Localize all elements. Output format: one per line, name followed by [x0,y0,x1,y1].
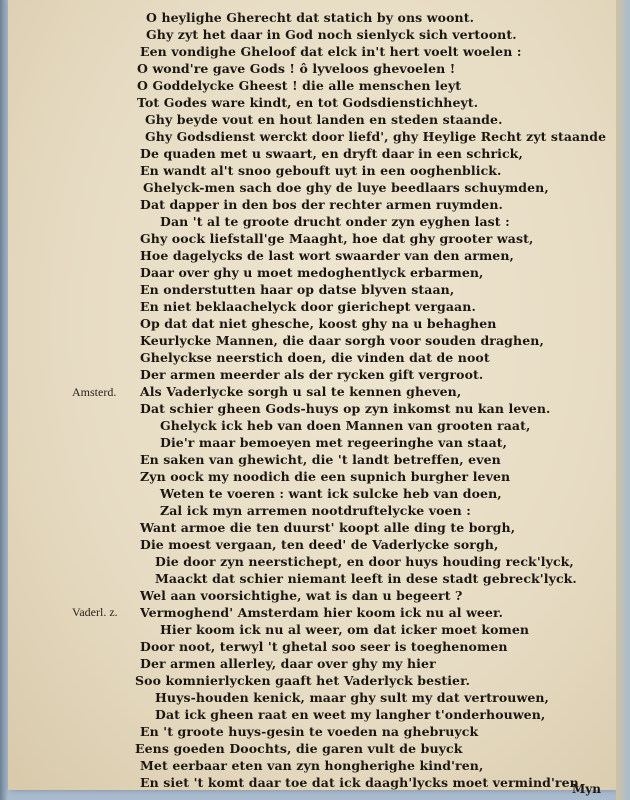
text-line: Tot Godes ware kindt, en tot Godsdienstichheyt. [137,95,479,110]
text-line: En wandt al't snoo gebouft uyt in een ooghenblick. [140,163,502,178]
text-line: Dat ick gheen raat en weet my langher t'onderhouwen, [155,707,546,722]
text-line: Op dat dat niet ghesche, koost ghy na u behaghen [140,316,497,331]
text-line: O Goddelycke Gheest ! die alle menschen leyt [137,78,462,93]
text-line: Der armen meerder als der rycken gift vergroot. [140,367,484,382]
text-line: Huys-houden kenick, maar ghy sult my dat vertrouwen, [155,690,550,705]
text-line: Ghy Godsdienst werckt door liefd', ghy Heylige Recht zyt staande [145,129,607,144]
text-line: Door noot, terwyl 't ghetal soo seer is toeghenomen [140,639,508,654]
text-line: De quaden met u swaart, en dryft daar in een schrick, [140,146,523,161]
page-right-edge [616,0,630,800]
text-line: Dat schier gheen Gods-huys op zyn inkomst nu kan leven. [140,401,551,416]
text-line: Zal ick myn arremen nootdruftelycke voen : [160,503,471,518]
text-line: En saken van ghewicht, die 't landt betreffen, even [140,452,501,467]
text-line: O heylighe Gherecht dat statich by ons woont. [146,10,475,25]
text-line: Dan 't al te groote drucht onder zyn eyghen last : [160,214,510,229]
text-line: Die'r maar bemoeyen met regeeringhe van staat, [160,435,508,450]
text-line: En onderstutten haar op datse blyven staan, [140,282,455,297]
text-line: Een vondighe Gheloof dat elck in't hert voelt woelen : [140,44,522,59]
text-line: Ghelyck ick heb van doen Mannen van grooten raat, [160,418,531,433]
margin-note-vaderl: Vaderl. z. [72,605,118,619]
text-line: Der armen allerley, daar over ghy my hier [140,656,436,671]
text-line: Weten te voeren : want ick sulcke heb van doen, [160,486,502,501]
text-line: Want armoe die ten duurst' koopt alle ding te borgh, [140,520,516,535]
text-line: Ghy oock liefstall'ge Maaght, hoe dat ghy grooter wast, [140,231,534,246]
text-line: Ghy beyde vout en hout landen en steden staande. [145,112,503,127]
text-line: Keurlycke Mannen, die daar sorgh voor souden draghen, [140,333,544,348]
margin-note-amsterdam: Amsterd. [72,385,117,399]
text-line: O wond're gave Gods ! ô lyveloos ghevoelen ! [137,61,456,76]
text-line: En 't groote huys-gesin te voeden na ghebruyck [140,724,479,739]
text-line: Ghelyck-men sach doe ghy de luye beedlaars schuymden, [143,180,549,195]
text-line: En siet 't komt daar toe dat ick daagh'lycks moet vermind'ren [140,775,579,790]
text-line: Hoe dagelycks de last wort swaarder van den armen, [140,248,514,263]
text-line: Soo komnierlycken gaaft het Vaderlyck bestier. [135,673,471,688]
text-line: Met eerbaar eten van zyn hongherighe kind'ren, [140,758,484,773]
text-line: Eens goeden Doochts, die garen vult de buyck [135,741,463,756]
text-line: Als Vaderlycke sorgh u sal te kennen gheven, [140,384,462,399]
text-line: Ghelyckse neerstich doen, die vinden dat de noot [140,350,490,365]
text-line: En niet beklaachelyck door gierichept vergaan. [140,299,476,314]
text-line: Daar over ghy u moet medoghentlyck erbarmen, [140,265,484,280]
text-line: Die moest vergaan, ten deed' de Vaderlycke sorgh, [140,537,499,552]
catchword: Myn [572,782,601,796]
book-binding-edge [0,0,8,800]
text-line: Ghy zyt het daar in God noch sienlyck sich vertoont. [146,27,517,42]
text-line: Dat dapper in den bos der rechter armen ruymden. [140,197,503,212]
text-line: Hier koom ick nu al weer, om dat icker moet komen [160,622,530,637]
text-line: Die door zyn neerstichept, en door huys houding reck'lyck, [155,554,574,569]
text-line: Vermoghend' Amsterdam hier koom ick nu al weer. [140,605,504,620]
text-line: Wel aan voorsichtighe, wat is dan u begeert ? [140,588,463,603]
text-line: Zyn oock my noodich die een supnich burgher leven [140,469,511,484]
text-line: Maackt dat schier niemant leeft in dese stadt gebreck'lyck. [155,571,577,586]
